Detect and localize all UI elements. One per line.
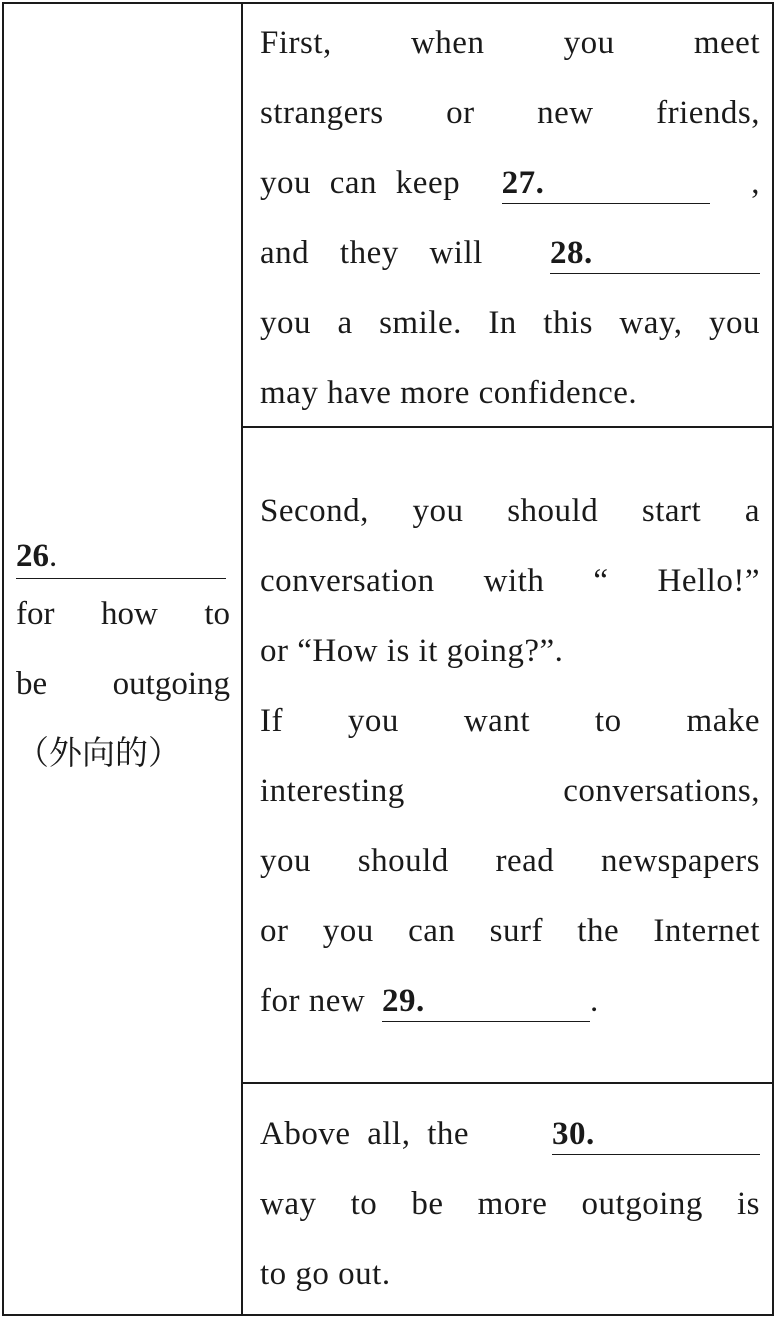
row3-line-1 [260,1099,760,1169]
blank-29[interactable]: 29. [382,981,590,1022]
row2-line-6: you should read newspapers [260,843,760,879]
worksheet-table [2,2,774,1316]
cell-row-3 [260,1099,760,1309]
row1-line-3-comma: , [751,165,760,201]
row2-line-8-text: for new [260,983,366,1019]
left-line-3: （外向的） [16,736,181,772]
blank-27[interactable]: 27. [502,163,710,204]
left-cell [16,534,230,789]
row2-line-3: or “How is it going?”. [260,633,564,669]
cell-row-2 [260,476,760,1036]
row2-line-1: Second, you should start a [260,493,760,529]
row1-line-3-text: you can keep [260,165,461,201]
cell-row-1 [260,8,760,428]
row3-line-2: way to be more outgoing is [260,1186,760,1222]
blank-28[interactable]: 28. [550,233,760,274]
row2-line-2: conversation with “ Hello!” [260,563,760,599]
row2-line-5: interesting conversations, [260,773,760,809]
left-line-1: for how to [16,596,230,632]
blank-30[interactable]: 30. [552,1114,760,1155]
row2-line-7: or you can surf the Internet [260,913,760,949]
row1-line-4-text: and they will [260,235,483,271]
row2-line-8 [260,966,760,1036]
row2-line-8-period: . [589,983,599,1019]
row1-line-3 [260,148,760,218]
row3-line-3: to go out. [260,1256,391,1292]
column-divider [241,4,243,1314]
row3-line-1-text: Above all, the [260,1116,470,1152]
row1-line-6: may have more confidence. [260,375,638,411]
row1-line-2: strangers or new friends, [260,95,760,131]
row1-line-1: First, when you meet [260,25,760,61]
row1-line-5: you a smile. In this way, you [260,305,760,341]
row1-line-4 [260,218,760,288]
row-divider-2 [241,1082,772,1084]
left-line-2: be outgoing [16,666,230,702]
row2-line-4: If you want to make [260,703,760,739]
blank-26[interactable]: 26. [16,534,226,579]
